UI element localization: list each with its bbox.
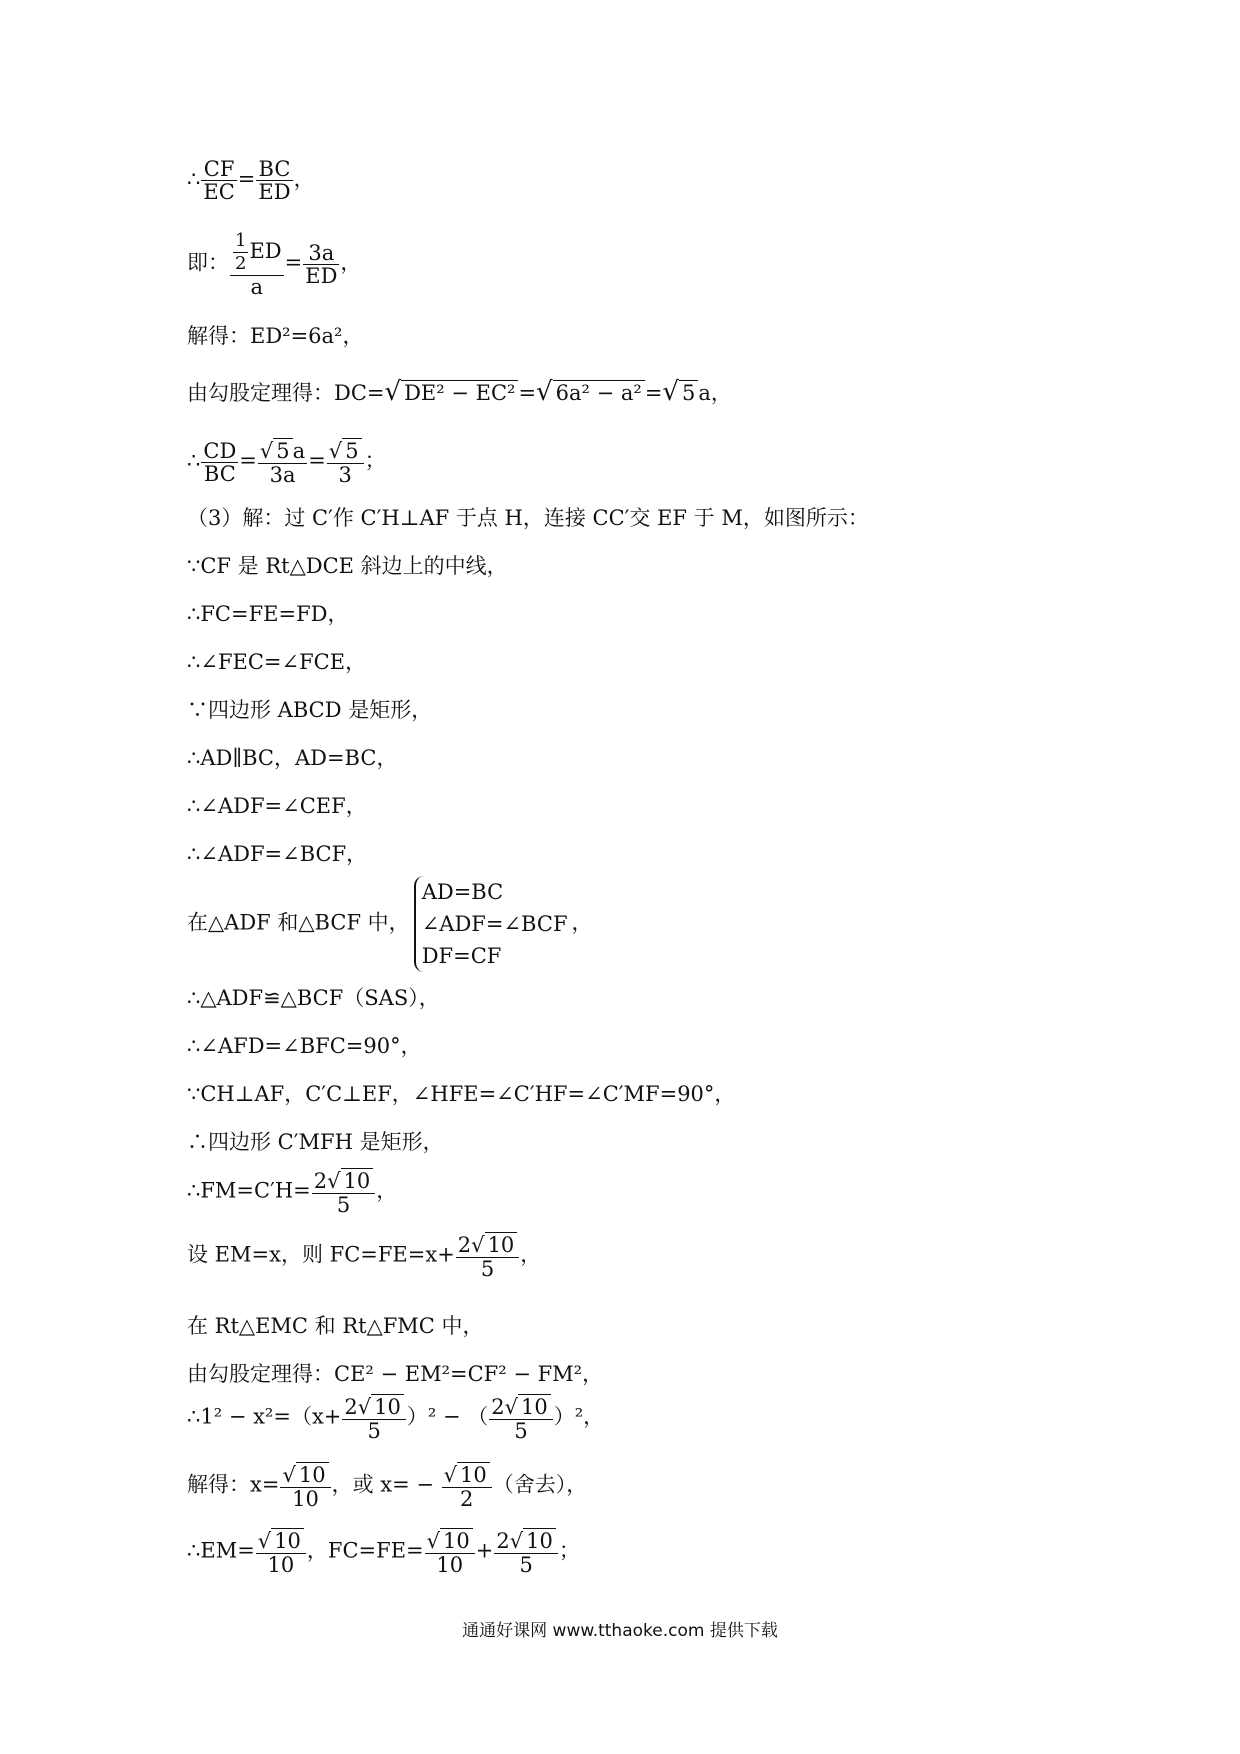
radicand-1: DE² − EC² [401,380,518,405]
page-footer: 通通好课网 www.tthaoke.com 提供下载 [462,1621,778,1641]
fraction-2sqrt10-5: $\frac{2√ 10}{5}$ [312,1168,376,1216]
line-14: 在△ADF 和△BCF 中， AD=BC ∠ADF=∠BCF DF=CF ， [187,876,593,972]
sqrt-icon: √ [662,377,679,407]
fraction-sqrt5-3: $\frac{√ 5}{3}$ [327,438,364,486]
sqrt-icon: √ [471,1233,485,1257]
line-25: ∴EM= $\frac{√ 10}{10}$ ，FC=FE= $\frac{√ 10}{10}$ + $\frac{2√ 10}{5}$ ； [187,1529,580,1577]
sqrt-icon: √ [384,377,402,407]
fraction-sqrt10-10: $\frac{√ 10}{10}$ [425,1528,475,1576]
fraction-sqrt10-10: $\frac{√ 10}{10}$ [280,1462,330,1510]
line-19: ∴FM=C′H= $\frac{2√ 10}{5}$ ， [187,1169,398,1217]
line-17: ∵CH⊥AF，C′C⊥EF，∠HFE=∠C′HF=∠C′MF=90°， [187,1082,736,1106]
sqrt-icon: √ [504,1395,519,1419]
fraction-sqrt10-2: $\frac{√ 10}{2}$ [442,1462,492,1510]
line-15: ∴△ADF≌△BCF（SAS）， [187,986,440,1010]
line-3: 解得：ED²=6a²， [187,324,364,348]
line-6: （3）解：过 C′作 C′H⊥AF 于点 H，连接 CC′交 EF 于 M，如图所示： [187,506,869,530]
fraction-half-ed-over-a: $\frac{1}{2}$ ED a [230,230,284,298]
sqrt-icon: √ [443,1463,458,1487]
line-21: 在 Rt△EMC 和 Rt△FMC 中， [187,1314,484,1338]
line-7: ∵CF 是 Rt△DCE 斜边上的中线， [187,554,508,578]
line-2: 即： $\frac{1}{2}$ ED a = $\frac{3a}{ED}$ ， [187,230,362,299]
line-5: ∴ $\frac{CD}{BC}$ = $\frac{√ 5 a}{3a}$ = $\frac{√ 5}{3}$ ； [187,438,386,487]
line-24: 解得：x= $\frac{√ 10}{10}$ ，或 x= − $\frac{√ 10}{2}$ （舍去）， [187,1463,588,1511]
line-11: ∴AD∥BC，AD=BC， [187,746,398,770]
line-10: ∵四边形 ABCD 是矩形， [187,698,433,722]
fraction-3a-ed: $\frac{3a}{ED}$ [305,240,338,288]
line-18: ∴四边形 C′MFH 是矩形， [187,1130,444,1154]
fraction-bc-ed: $\frac{BC}{ED}$ [258,157,291,204]
sqrt-icon: √ [509,1529,524,1553]
fraction-cd-bc: $\frac{CD}{BC}$ [203,438,237,486]
fraction-sqrt5a-3a: $\frac{√ 5 a}{3a}$ [259,439,306,487]
fraction-2sqrt10-5: $\frac{2√ 10}{5}$ [489,1394,553,1442]
line-4: 由勾股定理得：DC=√ DE² − EC² =√ 6a² − a² =√ 5 a， [187,377,732,407]
fraction-sqrt10-10: $\frac{√ 10}{10}$ [256,1528,306,1576]
fraction-2sqrt10-5: $\frac{2√ 10}{5}$ [342,1394,406,1442]
line-1: ∴ $\frac{CF}{EC}$ = $\frac{BC}{ED}$ ， [187,157,315,204]
radicand-2: 6a² − a² [553,380,645,405]
fraction-cf-ec: $\frac{CF}{EC}$ [203,157,235,204]
sqrt-icon: √ [328,439,343,463]
line-9: ∴∠FEC=∠FCE， [187,650,367,674]
therefore-symbol: ∴ [187,167,201,191]
radicand-3: 5 [679,380,698,405]
sqrt-icon: √ [357,1395,372,1419]
line-12: ∴∠ADF=∠CEF， [187,794,367,818]
line-13: ∴∠ADF=∠BCF， [187,842,368,866]
fraction-2sqrt10-5: $\frac{2√ 10}{5}$ [456,1232,520,1280]
fraction-one-half: $\frac{1}{2}$ [235,230,247,274]
sqrt-icon: √ [426,1529,441,1553]
sqrt-icon: √ [282,1463,296,1487]
line-8: ∴FC=FE=FD， [187,602,349,626]
line-16: ∴∠AFD=∠BFC=90°， [187,1034,422,1058]
equation-system: AD=BC ∠ADF=∠BCF DF=CF [414,876,568,972]
line-20: 设 EM=x，则 FC=FE=x+ $\frac{2√ 10}{5}$ ， [187,1233,542,1281]
sqrt-icon: √ [257,1529,272,1553]
sqrt-icon: √ [259,439,274,463]
line-22: 由勾股定理得：CE² − EM²=CF² − FM²， [187,1362,604,1386]
sqrt-icon: √ [327,1169,341,1193]
sqrt-icon: √ [536,377,553,407]
fraction-2sqrt10-5: $\frac{2√ 10}{5}$ [494,1528,558,1576]
line-23: ∴1² − x²=（x+ $\frac{2√ 10}{5}$ ）² − （ $\frac{2√ 10}{5}$ ）²， [187,1395,605,1443]
